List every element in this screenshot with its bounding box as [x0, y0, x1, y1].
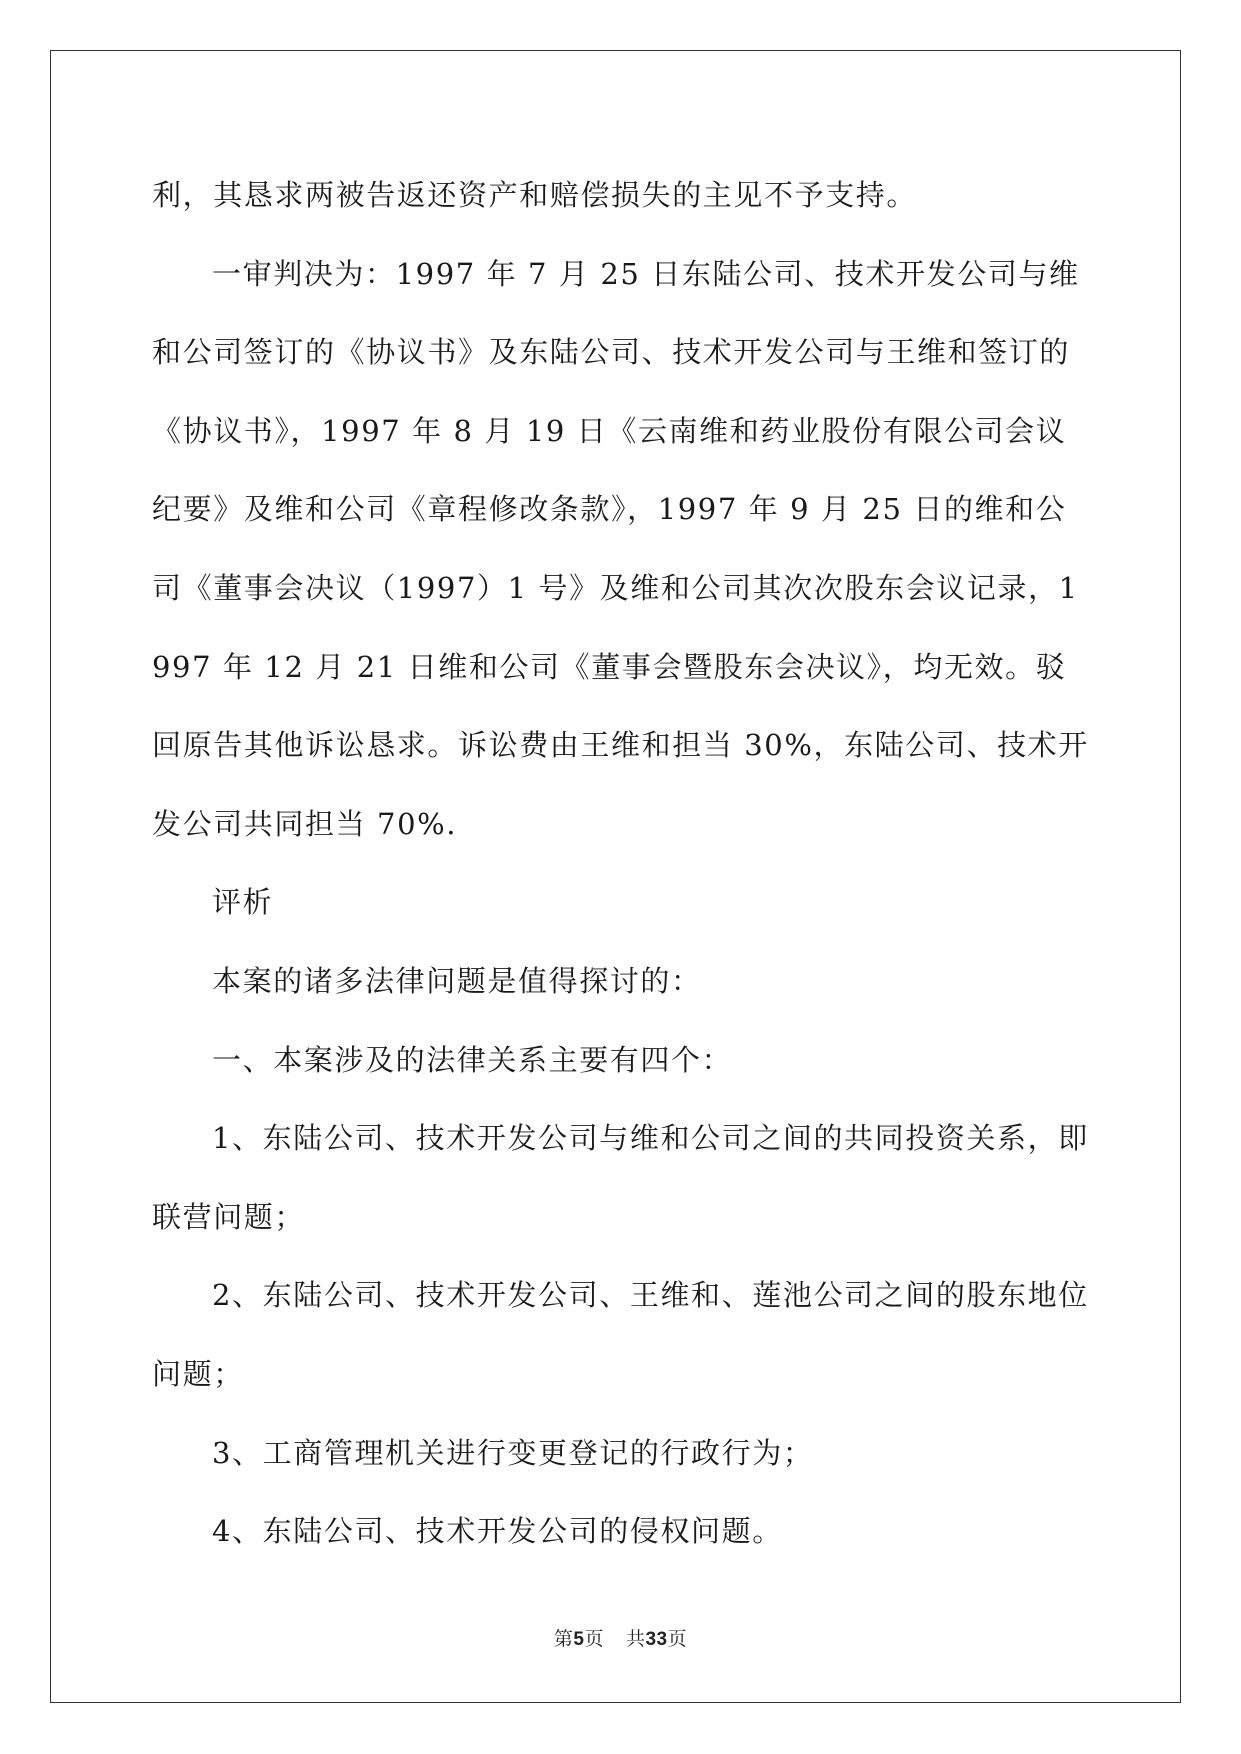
list-item-2: 2、东陆公司、技术开发公司、王维和、莲池公司之间的股东地位问题； — [152, 1278, 1089, 1391]
document-body — [152, 156, 1092, 1571]
paragraph-list-heading: 一、本案涉及的法律关系主要有四个： — [212, 1042, 733, 1077]
footer-total-suffix: 页 — [667, 1628, 688, 1650]
page-number: 5 — [573, 1629, 585, 1650]
list-item-1: 1、东陆公司、技术开发公司与维和公司之间的共同投资关系，即联营问题； — [152, 1121, 1089, 1234]
total-pages: 33 — [645, 1629, 668, 1650]
list-item-4: 4、东陆公司、技术开发公司的侵权问题。 — [212, 1514, 783, 1549]
paragraph-continuation: 利，其恳求两被告返还资产和赔偿损失的主见不予支持。 — [152, 178, 918, 212]
paragraph-intro: 本案的诸多法律问题是值得探讨的： — [212, 963, 702, 998]
footer-page-suffix: 页 — [584, 1628, 604, 1650]
section-heading-analysis: 评析 — [212, 885, 274, 920]
paragraph-judgment: 一审判决为：1997 年 7 月 25 日东陆公司、技术开发公司与维和公司签订的《协议书》及东陆公司、技术开发公司与王维和签订的《协议书》，1997 年 8 月 19 日《云南维和药业股份有限公司会议纪要》及维和公司《章程修改条款》，1997 年 9 月 25 日的维和公司《董事会决议（1997）1 号》及维和公司其次次股东会议记录，1997 年 12 月 21 日维和公司《董事会暨股东会决议》，均无效。驳回原告其他诉讼恳求。诉讼费由王维和担当 30%，东陆公司、技术开发公司共同担当 70%. — [152, 256, 1089, 841]
footer-prefix: 第 — [553, 1628, 574, 1650]
page-footer — [0, 1624, 1241, 1651]
list-item-3: 3、工商管理机关进行变更登记的行政行为； — [212, 1435, 814, 1470]
footer-total-prefix: 共 — [625, 1628, 646, 1650]
